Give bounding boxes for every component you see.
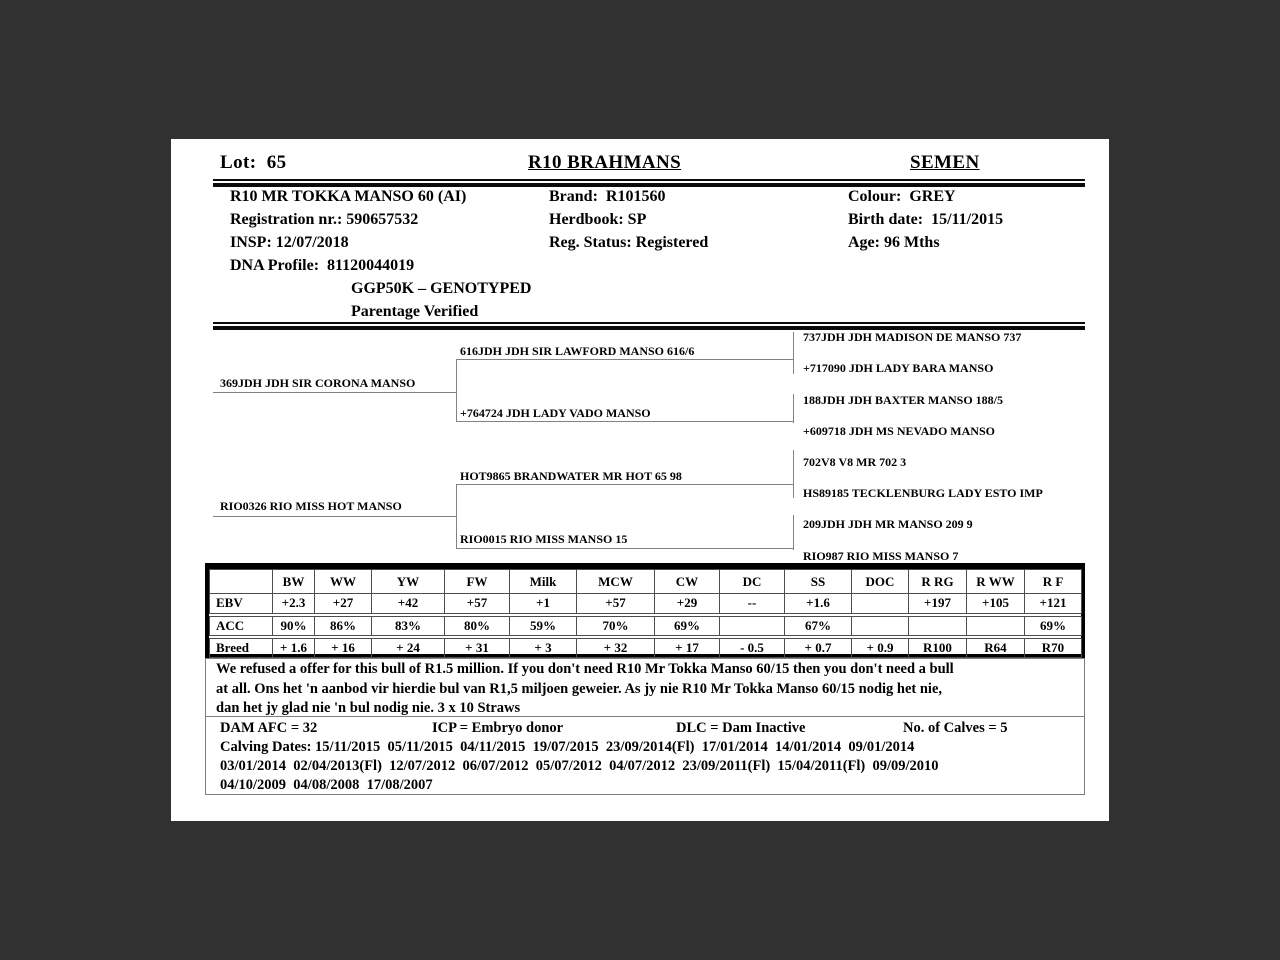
ebv-cell (720, 615, 785, 637)
pedigree-dam-dam: RIO0015 RIO MISS MANSO 15 (460, 532, 628, 546)
ebv-cell: +57 (445, 594, 510, 615)
ebv-column-header (210, 570, 273, 594)
ebv-column-header: MCW (577, 570, 655, 594)
dam-info-box (205, 716, 1085, 795)
ebv-cell: -- (720, 594, 785, 615)
ebv-column-header: BW (273, 570, 315, 594)
ebv-cell: +2.3 (273, 594, 315, 615)
ebv-column-header: DOC (852, 570, 909, 594)
ebv-cell: 69% (1025, 615, 1082, 637)
pedigree-sire-sire: 616JDH JDH SIR LAWFORD MANSO 616/6 (460, 344, 695, 358)
ebv-cell: + 31 (445, 637, 510, 658)
reg-status-field: Reg. Status: Registered (549, 234, 709, 251)
ebv-table (209, 569, 1082, 658)
ebv-cell: R100 (909, 637, 967, 658)
ebv-cell: +121 (1025, 594, 1082, 615)
ebv-cell: 67% (785, 615, 852, 637)
herdbook-field: Herdbook: SP (549, 211, 647, 228)
calves-count-field: No. of Calves = 5 (903, 720, 1008, 736)
pedigree-ggp-3: 188JDH JDH BAXTER MANSO 188/5 (803, 393, 1004, 407)
ebv-cell: + 0.7 (785, 637, 852, 658)
ebv-column-header: YW (372, 570, 445, 594)
dam-afc-field: DAM AFC = 32 (220, 720, 318, 736)
parentage-note: Parentage Verified (351, 303, 479, 320)
colour-field: Colour: GREY (848, 188, 956, 205)
dna-profile-field: DNA Profile: 81120044019 (230, 257, 415, 274)
ebv-table-row (210, 594, 1082, 615)
pedigree-ggp-2: +717090 JDH LADY BARA MANSO (803, 361, 994, 375)
lot-label (220, 152, 287, 174)
ebv-cell (967, 615, 1025, 637)
genotype-note: GGP50K – GENOTYPED (351, 280, 532, 297)
pedigree-line (793, 515, 794, 550)
remarks-line-3: dan het jy glad nie 'n bul nodig nie. 3 x 10 Straws (216, 700, 521, 716)
ebv-cell: +105 (967, 594, 1025, 615)
ebv-cell (909, 615, 967, 637)
ebv-cell: + 3 (510, 637, 577, 658)
ebv-row-label: EBV (210, 594, 273, 615)
category-title: SEMEN (910, 152, 980, 173)
ebv-header-row (210, 570, 1082, 594)
ebv-cell: 69% (655, 615, 720, 637)
insp-field: INSP: 12/07/2018 (230, 234, 349, 251)
ebv-row-label: Breed (210, 637, 273, 658)
calving-dates-line-2: 03/01/2014 02/04/2013(Fl) 12/07/2012 06/07/2012 05/07/2012 04/07/2012 23/09/2011(Fl) 15/04/2011(Fl) 09/09/2010 (220, 758, 939, 774)
pedigree-sire: 369JDH JDH SIR CORONA MANSO (220, 376, 416, 390)
pedigree-line (456, 359, 793, 360)
header-divider-rule (213, 179, 1085, 187)
pedigree-ggp-4: +609718 JDH MS NEVADO MANSO (803, 424, 995, 438)
ebv-cell: + 1.6 (273, 637, 315, 658)
pedigree-line (793, 332, 794, 374)
ebv-column-header: CW (655, 570, 720, 594)
ebv-cell: R64 (967, 637, 1025, 658)
animal-name: R10 MR TOKKA MANSO 60 (AI) (230, 188, 467, 205)
brand-field: Brand: R101560 (549, 188, 666, 205)
lot-number: 65 (266, 152, 287, 173)
ebv-cell: +57 (577, 594, 655, 615)
ebv-column-header: R RG (909, 570, 967, 594)
ebv-cell: + 16 (315, 637, 372, 658)
pedigree-ggp-5: 702V8 V8 MR 702 3 (803, 455, 907, 469)
ebv-table-row (210, 615, 1082, 637)
pedigree-divider-rule (213, 322, 1085, 330)
birth-date-field: Birth date: 15/11/2015 (848, 211, 1004, 228)
ebv-cell: 86% (315, 615, 372, 637)
ebv-cell: + 24 (372, 637, 445, 658)
pedigree-ggp-6: HS89185 TECKLENBURG LADY ESTO IMP (803, 486, 1043, 500)
icp-field: ICP = Embryo donor (432, 720, 564, 736)
ebv-cell: +29 (655, 594, 720, 615)
pedigree-line (456, 359, 457, 421)
pedigree-dam-sire: HOT9865 BRANDWATER MR HOT 65 98 (460, 469, 682, 483)
ebv-cell: +197 (909, 594, 967, 615)
ebv-cell: 90% (273, 615, 315, 637)
ebv-column-header: R WW (967, 570, 1025, 594)
ebv-cell: - 0.5 (720, 637, 785, 658)
pedigree-line (213, 516, 456, 517)
ebv-row-label: ACC (210, 615, 273, 637)
ebv-cell: +1.6 (785, 594, 852, 615)
catalog-page (171, 139, 1109, 821)
pedigree-line (456, 484, 793, 485)
dlc-field: DLC = Dam Inactive (676, 720, 806, 736)
ebv-column-header: R F (1025, 570, 1082, 594)
remarks-box (205, 658, 1085, 717)
pedigree-ggp-7: 209JDH JDH MR MANSO 209 9 (803, 517, 973, 531)
ebv-table-row (210, 637, 1082, 658)
pedigree-dam: RIO0326 RIO MISS HOT MANSO (220, 499, 402, 513)
calving-dates-line-3: 04/10/2009 04/08/2008 17/08/2007 (220, 777, 433, 793)
pedigree-ggp-1: 737JDH JDH MADISON DE MANSO 737 (803, 330, 1022, 344)
ebv-cell: + 0.9 (852, 637, 909, 658)
pedigree-line (456, 548, 793, 549)
ebv-cell (852, 594, 909, 615)
lot-label-text: Lot: (220, 152, 257, 173)
ebv-cell: 83% (372, 615, 445, 637)
ebv-cell: 70% (577, 615, 655, 637)
ebv-cell: + 17 (655, 637, 720, 658)
ebv-cell: 80% (445, 615, 510, 637)
ebv-cell: 59% (510, 615, 577, 637)
ebv-cell (852, 615, 909, 637)
pedigree-line (213, 392, 456, 393)
ebv-cell: +1 (510, 594, 577, 615)
ebv-cell: +27 (315, 594, 372, 615)
age-field: Age: 96 Mths (848, 234, 940, 251)
page-title: R10 BRAHMANS (528, 152, 682, 173)
ebv-column-header: FW (445, 570, 510, 594)
ebv-cell: R70 (1025, 637, 1082, 658)
ebv-column-header: Milk (510, 570, 577, 594)
pedigree-line (793, 394, 794, 423)
ebv-column-header: SS (785, 570, 852, 594)
pedigree-ggp-8: RIO987 RIO MISS MANSO 7 (803, 549, 959, 563)
remarks-line-2: at all. Ons het 'n aanbod vir hierdie bul van R1,5 miljoen geweier. As jy nie R10 Mr Tokka Manso 60/15 nodig het nie, (216, 680, 943, 697)
pedigree-line (793, 450, 794, 498)
remarks-line-1: We refused a offer for this bull of R1.5 million. If you don't need R10 Mr Tokka Manso 60/15 then you don't need a bull (216, 661, 954, 677)
ebv-cell: + 32 (577, 637, 655, 658)
pedigree-line (456, 484, 457, 548)
ebv-cell: +42 (372, 594, 445, 615)
calving-dates-line-1: Calving Dates: 15/11/2015 05/11/2015 04/11/2015 19/07/2015 23/09/2014(Fl) 17/01/2014 14/01/2014 09/01/2014 (220, 739, 915, 755)
ebv-table-frame (205, 563, 1085, 658)
pedigree-sire-dam: +764724 JDH LADY VADO MANSO (460, 406, 651, 420)
ebv-column-header: WW (315, 570, 372, 594)
ebv-column-header: DC (720, 570, 785, 594)
registration-field: Registration nr.: 590657532 (230, 211, 419, 228)
pedigree-line (456, 421, 793, 422)
